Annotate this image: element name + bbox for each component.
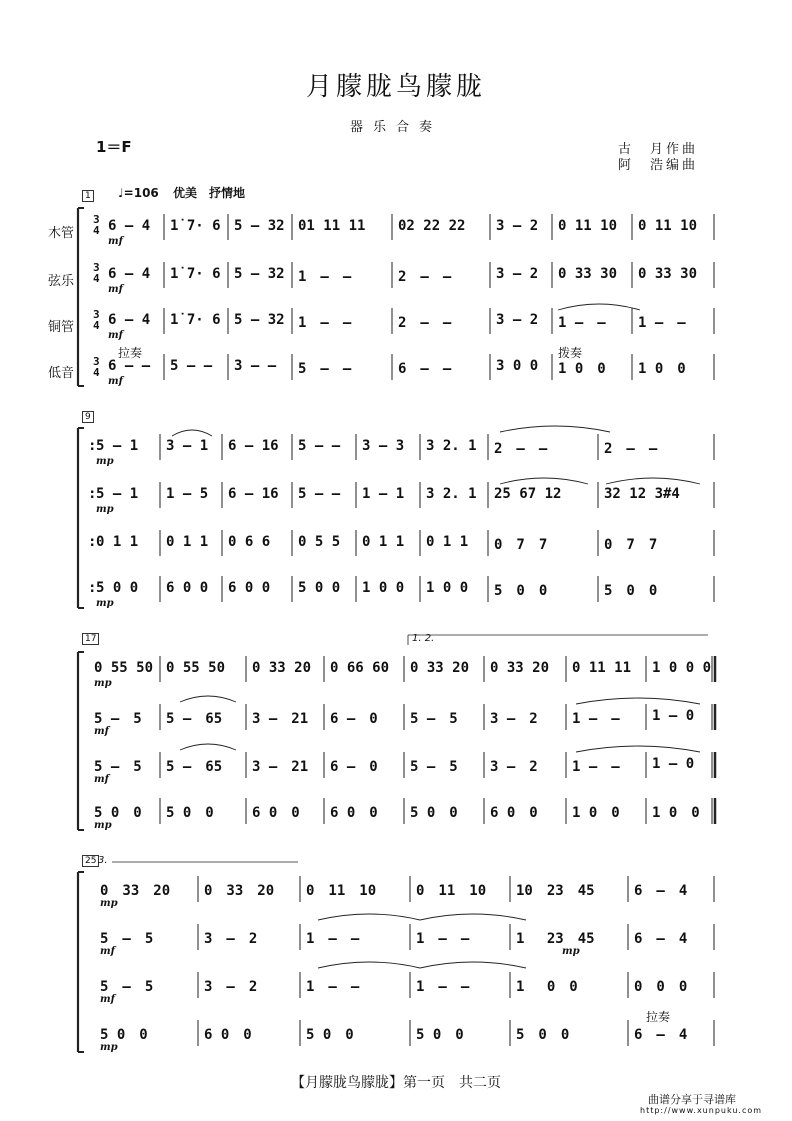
measure-cell: 6 – – xyxy=(398,361,452,377)
measure-cell: 3 – 21 xyxy=(252,759,309,775)
measure-cell: 1 – – xyxy=(572,759,620,775)
measure-cell: 01 11 11 xyxy=(298,218,366,234)
measure-cell: 6 – 4 xyxy=(634,1027,688,1043)
measure-cell: 5 – 5 xyxy=(100,931,154,947)
measure-cell: 1 – – xyxy=(558,315,606,331)
dynamic-mark: mp xyxy=(94,678,112,689)
measure-cell: 0 1 1 xyxy=(426,534,469,550)
slur xyxy=(180,744,236,750)
measure-cell: 0 1 1 xyxy=(362,534,405,550)
expression-text: 优美 抒情地 xyxy=(172,186,245,200)
measure-number: 9 xyxy=(82,411,94,423)
measure-cell: 0 11 11 xyxy=(572,660,632,676)
measure-cell: 1 0 0 xyxy=(638,361,686,377)
measure-cell: 3 – 2 xyxy=(496,312,539,328)
measure-cell: 6 – 4 xyxy=(634,883,688,899)
slur xyxy=(318,914,420,920)
measure-cell: 0 1 1 xyxy=(96,534,139,550)
measure-cell: 1 23 45 xyxy=(516,931,595,947)
measure-cell: 6 – 0 xyxy=(330,759,378,775)
measure-cell: 2 – – xyxy=(604,441,658,457)
tempo-value: ♩=106 xyxy=(118,186,159,200)
measure-cell: 1 0 0 xyxy=(558,361,606,377)
measure-cell: 1 – – xyxy=(416,979,470,995)
measure-cell: 1 – 1 xyxy=(362,486,405,502)
measure-cell: 0 33 20 xyxy=(410,660,470,676)
volta-label: 3. xyxy=(98,855,108,866)
measure-cell: 0 33 30 xyxy=(638,266,698,282)
measure-cell: 0 11 10 xyxy=(306,883,377,899)
measure-cell: 0 11 10 xyxy=(416,883,487,899)
measure-cell: 1 0 0 0 xyxy=(652,660,712,676)
measure-cell: 5 – 65 xyxy=(166,759,223,775)
measure-cell: 1̇ 7· 6 xyxy=(170,312,221,328)
slur xyxy=(576,746,700,752)
measure-cell: 5 0 0 xyxy=(298,580,341,596)
time-signature: 3 4 xyxy=(93,308,100,332)
watermark-text: 曲谱分享于寻谱库 xyxy=(648,1093,736,1106)
dynamic-mark: mf xyxy=(108,236,123,247)
measure-cell: 1 0 0 xyxy=(572,805,620,821)
measure-cell: 6 – 16 xyxy=(228,438,279,454)
measure-cell: 3 – 2 xyxy=(496,266,539,282)
measure-cell: 5 0 0 xyxy=(410,805,458,821)
measure-cell: 5 – 5 xyxy=(410,711,458,727)
dynamic-mark: mf xyxy=(108,284,123,295)
dynamic-mark: mf xyxy=(94,774,109,785)
dynamic-mark: mf xyxy=(108,330,123,341)
dynamic-mark: mf xyxy=(94,726,109,737)
measure-cell: 0 5 5 xyxy=(298,534,341,550)
measure-cell: 5 – 1 xyxy=(96,438,139,454)
measure-cell: 1 0 0 xyxy=(652,805,700,821)
measure-cell: 2 – – xyxy=(494,441,548,457)
measure-cell: 1 – – xyxy=(416,931,470,947)
measure-cell: 5 0 0 xyxy=(306,1027,354,1043)
time-signature: 3 4 xyxy=(93,355,100,379)
measure-cell: 25 67 12 xyxy=(494,486,562,502)
measure-cell: 0 66 60 xyxy=(330,660,390,676)
measure-cell: 1 – 5 xyxy=(166,486,209,502)
measure-cell: 6 – 4 xyxy=(634,931,688,947)
measure-cell: 3 – 2 xyxy=(204,931,258,947)
measure-cell: 1 – – xyxy=(306,931,360,947)
measure-cell: 3 – 21 xyxy=(252,711,309,727)
page-footer: 【月朦胧鸟朦胧】第一页 共二页 xyxy=(291,1075,501,1091)
measure-cell: 1 0 0 xyxy=(362,580,405,596)
measure-cell: 0 33 20 xyxy=(100,883,171,899)
measure-cell: 6 – 4 xyxy=(108,312,151,328)
measure-cell: 6 0 0 xyxy=(330,805,378,821)
measure-cell: 6 0 0 xyxy=(228,580,271,596)
measure-cell: 0 11 10 xyxy=(558,218,618,234)
measure-cell: 5 – – xyxy=(298,486,341,502)
measure-number: 17 xyxy=(82,633,99,645)
technique-arco: 拉奏 xyxy=(118,346,143,360)
measure-cell: 5 – 5 xyxy=(410,759,458,775)
dynamic-mark: mf xyxy=(108,376,123,387)
measure-cell: 5 0 0 xyxy=(604,583,658,599)
slur xyxy=(500,478,588,484)
measure-cell: 3 2. 1 xyxy=(426,486,477,502)
dynamic-mark: mp xyxy=(100,898,118,909)
measure-cell: 3 – 1 xyxy=(166,438,209,454)
measure-cell: 5 – 65 xyxy=(166,711,223,727)
measure-cell: 6 0 0 xyxy=(204,1027,252,1043)
slur xyxy=(558,304,640,310)
measure-cell: 1 0 0 xyxy=(516,979,578,995)
repeat-sign: : xyxy=(88,580,97,596)
dynamic-mark: mf xyxy=(100,994,115,1005)
measure-cell: 5 0 0 xyxy=(494,583,548,599)
measure-cell: 5 – 5 xyxy=(100,979,154,995)
measure-cell: 5 – 32 xyxy=(234,312,285,328)
measure-cell: 5 – – xyxy=(298,361,352,377)
measure-cell: 5 0 0 xyxy=(516,1027,570,1043)
measure-cell: 1 – – xyxy=(572,711,620,727)
dynamic-mark: mp xyxy=(96,456,114,467)
measure-number: 25 xyxy=(82,855,99,867)
measure-cell: 3 0 0 xyxy=(496,358,539,374)
measure-cell: 5 0 0 xyxy=(416,1027,464,1043)
repeat-sign: : xyxy=(88,438,97,454)
measure-cell: 0 7 7 xyxy=(604,537,658,553)
slur xyxy=(172,430,212,436)
measure-cell: 02 22 22 xyxy=(398,218,466,234)
measure-cell: 0 55 50 xyxy=(166,660,226,676)
dynamic-mark: mf xyxy=(100,946,115,957)
measure-cell: 0 33 20 xyxy=(204,883,275,899)
measure-cell: 32 12 3#4 xyxy=(604,486,680,502)
measure-cell: 6 – 4 xyxy=(108,218,151,234)
slur xyxy=(180,696,236,702)
measure-cell: 3 – 3 xyxy=(362,438,405,454)
score-subtitle: 器乐合奏 xyxy=(349,120,442,135)
measure-cell: 5 0 0 xyxy=(96,580,139,596)
measure-cell: 5 – 5 xyxy=(94,759,142,775)
measure-cell: 3 – 2 xyxy=(490,759,538,775)
slur xyxy=(606,478,700,484)
slur xyxy=(318,962,420,968)
instrument-label-bass: 低音 xyxy=(48,366,75,381)
measure-cell: 1̇ 7· 6 xyxy=(170,218,221,234)
measure-cell: 1 – – xyxy=(298,315,352,331)
composer-credit: 古 月作曲 xyxy=(618,142,699,157)
measure-cell: 0 33 20 xyxy=(252,660,312,676)
measure-cell: 5 – 32 xyxy=(234,266,285,282)
measure-cell: 5 0 0 xyxy=(94,805,142,821)
measure-cell: 0 33 30 xyxy=(558,266,618,282)
measure-cell: 0 55 50 xyxy=(94,660,154,676)
measure-cell: 10 23 45 xyxy=(516,883,595,899)
key-signature: 1＝F xyxy=(96,138,132,156)
repeat-sign: : xyxy=(88,534,97,550)
measure-cell: 5 – 5 xyxy=(94,711,142,727)
measure-cell: 5 – 1 xyxy=(96,486,139,502)
measure-cell: 5 – – xyxy=(170,358,213,374)
measure-cell: 3 – – xyxy=(234,358,277,374)
measure-cell: 5 0 0 xyxy=(100,1027,148,1043)
slur xyxy=(500,426,610,432)
technique-arco: 拉奏 xyxy=(646,1010,671,1024)
measure-cell: 0 7 7 xyxy=(494,537,548,553)
measure-cell: 3 – 2 xyxy=(496,218,539,234)
measure-cell: 2 – – xyxy=(398,315,452,331)
measure-cell: 6 – 4 xyxy=(108,266,151,282)
measure-cell: 6 0 0 xyxy=(166,580,209,596)
measure-cell: 5 0 0 xyxy=(166,805,214,821)
measure-cell: 1 – – xyxy=(306,979,360,995)
dynamic-mark: mp xyxy=(96,504,114,515)
measure-cell: 6 – 0 xyxy=(330,711,378,727)
measure-cell: 6 – 16 xyxy=(228,486,279,502)
slur xyxy=(420,962,526,968)
measure-cell: 1 – 0 xyxy=(652,708,695,724)
measure-cell: 2 – – xyxy=(398,269,452,285)
measure-cell: 6 – – xyxy=(108,358,151,374)
measure-cell: 5 – – xyxy=(298,438,341,454)
instrument-label-brass: 铜管 xyxy=(48,320,75,335)
measure-cell: 0 11 10 xyxy=(638,218,698,234)
time-signature: 3 4 xyxy=(93,261,100,285)
measure-cell: 3 – 2 xyxy=(204,979,258,995)
time-signature: 3 4 xyxy=(93,213,100,237)
slur xyxy=(576,698,700,704)
measure-cell: 1 – – xyxy=(638,315,686,331)
measure-cell: 1 – – xyxy=(298,269,352,285)
measure-cell: 1 0 0 xyxy=(426,580,469,596)
measure-cell: 0 6 6 xyxy=(228,534,271,550)
measure-cell: 1̇ 7· 6 xyxy=(170,266,221,282)
instrument-label-strings: 弦乐 xyxy=(48,274,75,289)
volta-label: 1. 2. xyxy=(412,633,435,644)
instrument-label-woodwind: 木管 xyxy=(48,226,75,241)
dynamic-mark: mp xyxy=(100,1042,118,1053)
measure-number: 1 xyxy=(82,190,94,202)
score-title: 月朦胧鸟朦胧 xyxy=(305,72,486,102)
dynamic-mark: mp xyxy=(562,946,580,957)
dynamic-mark: mp xyxy=(94,820,112,831)
measure-cell: 3 – 2 xyxy=(490,711,538,727)
measure-cell: 0 0 0 xyxy=(634,979,688,995)
arranger-credit: 阿 浩编曲 xyxy=(618,158,699,173)
measure-cell: 0 33 20 xyxy=(490,660,550,676)
slur xyxy=(420,914,526,920)
measure-cell: 6 0 0 xyxy=(252,805,300,821)
measure-cell: 6 0 0 xyxy=(490,805,538,821)
measure-cell: 0 1 1 xyxy=(166,534,209,550)
measure-cell: 5 – 32 xyxy=(234,218,285,234)
measure-cell: 3 2. 1 xyxy=(426,438,477,454)
technique-pizz: 拨奏 xyxy=(558,346,583,360)
dynamic-mark: mp xyxy=(96,598,114,609)
measure-cell: 1 – 0 xyxy=(652,756,695,772)
watermark-url: http://www.xunpuku.com xyxy=(640,1106,763,1115)
repeat-sign: : xyxy=(88,486,97,502)
